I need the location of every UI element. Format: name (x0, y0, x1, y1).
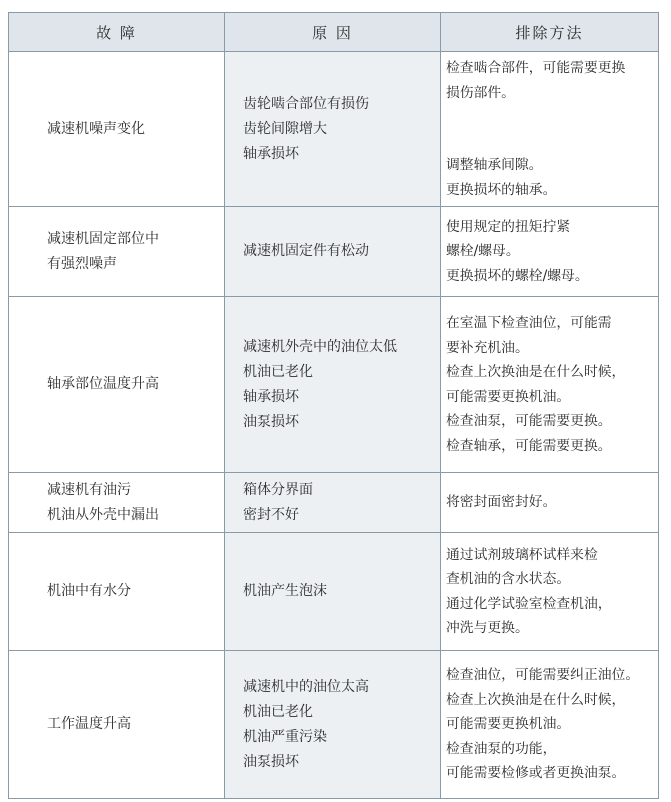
remedy-cell-lines (441, 211, 658, 293)
remedy-line: 损伤部件。 (446, 84, 515, 101)
fault-cell-lines (9, 575, 224, 608)
fault-cell (9, 52, 225, 207)
cause-line: 机油严重污染 (243, 728, 327, 745)
fault-line: 轴承部位温度升高 (47, 376, 159, 392)
fault-line: 工作温度升高 (47, 716, 131, 732)
cause-cell-lines (225, 88, 440, 171)
fault-line: 减速机有油污 (47, 481, 131, 498)
fault-cell-lines (9, 708, 224, 741)
remedy-line: 可能需要更换机油。 (446, 716, 571, 733)
remedy-line: 查机油的含水状态。 (446, 571, 571, 587)
remedy-cell (441, 533, 659, 651)
remedy-line: 使用规定的扭矩拧紧 (446, 218, 571, 235)
remedy-line: 可能需要更换机油。 (446, 388, 571, 405)
cause-cell (225, 52, 441, 207)
remedy-line: 调整轴承间隙。 (446, 157, 543, 173)
cause-line: 减速机中的油位太高 (243, 678, 369, 695)
cause-cell-lines (225, 575, 440, 608)
table-row (9, 297, 659, 473)
fault-line: 机油中有水分 (47, 583, 131, 599)
remedy-cell-lines (441, 539, 658, 645)
remedy-line: 冲洗与更换。 (446, 620, 529, 636)
cause-line: 机油已老化 (243, 363, 313, 380)
cause-line: 机油已老化 (243, 703, 313, 720)
cause-line: 油泵损坏 (243, 413, 299, 430)
fault-cell (9, 207, 225, 297)
cause-cell-lines (225, 671, 440, 779)
table-row (9, 651, 659, 799)
cause-line: 减速机外壳中的油位太低 (243, 338, 397, 355)
remedy-line: 检查上次换油是在什么时候， (446, 691, 626, 708)
remedy-line: 通过化学试验室检查机油， (446, 595, 612, 612)
fault-cell-lines (9, 113, 224, 146)
cause-cell (225, 651, 441, 799)
remedy-cell (441, 52, 659, 207)
cause-cell (225, 473, 441, 533)
cause-line: 轴承损坏 (243, 145, 299, 162)
table-row (9, 533, 659, 651)
fault-line: 机油从外壳中漏出 (47, 506, 159, 523)
remedy-line (446, 105, 654, 129)
header-fault: 故 障 (9, 13, 225, 52)
fault-cell (9, 297, 225, 473)
remedy-line (446, 129, 654, 153)
header-row (9, 13, 659, 52)
cause-cell-lines (225, 331, 440, 439)
cause-line: 箱体分界面 (243, 481, 313, 498)
remedy-cell (441, 651, 659, 799)
remedy-cell (441, 207, 659, 297)
cause-line: 轴承损坏 (243, 388, 299, 405)
remedy-line: 检查油泵的功能， (446, 740, 557, 757)
remedy-cell-lines (441, 52, 658, 206)
fault-cell-lines (9, 368, 224, 401)
remedy-cell-lines (441, 659, 658, 790)
header-cause: 原 因 (225, 13, 441, 52)
fault-cell-lines (9, 223, 224, 281)
cause-line: 机油产生泡沫 (243, 583, 327, 599)
table-body (9, 52, 659, 799)
cause-line: 密封不好 (243, 506, 299, 523)
remedy-line: 检查轴承，可能需要更换。 (446, 437, 612, 454)
remedy-cell-lines (441, 486, 658, 519)
cause-cell-lines (225, 474, 440, 532)
header-remedy: 排除方法 (441, 13, 659, 52)
fault-cell (9, 651, 225, 799)
remedy-line: 将密封面密封好。 (446, 494, 557, 511)
table-row (9, 52, 659, 207)
fault-cell (9, 533, 225, 651)
cause-cell (225, 533, 441, 651)
remedy-line: 检查啮合部件，可能需要更换 (446, 60, 626, 76)
fault-cell (9, 473, 225, 533)
table-row (9, 207, 659, 297)
cause-cell (225, 207, 441, 297)
remedy-line: 通过试剂玻璃杯试样来检 (446, 546, 598, 563)
remedy-line: 可能需要检修或者更换油泵。 (446, 765, 626, 782)
fault-cell-lines (9, 474, 224, 532)
fault-line: 减速机固定部位中 (47, 230, 159, 247)
remedy-line: 要补充机油。 (446, 339, 529, 356)
remedy-line: 检查上次换油是在什么时候， (446, 364, 626, 380)
remedy-line: 在室温下检查油位，可能需 (446, 315, 612, 331)
cause-cell-lines (225, 235, 440, 268)
remedy-line: 螺栓/螺母。 (446, 243, 520, 260)
cause-line: 减速机固定件有松动 (243, 243, 369, 259)
remedy-line: 更换损坏的螺栓/螺母。 (446, 267, 589, 284)
remedy-line: 更换损坏的轴承。 (446, 181, 557, 198)
cause-line: 齿轮间隙增大 (243, 120, 327, 137)
fault-line: 有强烈噪声 (47, 255, 117, 272)
cause-line: 油泵损坏 (243, 753, 299, 770)
fault-line: 减速机噪声变化 (47, 120, 145, 137)
remedy-cell (441, 473, 659, 533)
table-row (9, 473, 659, 533)
remedy-cell-lines (441, 307, 658, 462)
remedy-line: 检查油位，可能需要纠正油位。 (446, 667, 640, 684)
fault-table (8, 12, 659, 799)
remedy-cell (441, 297, 659, 473)
remedy-line: 检查油泵，可能需要更换。 (446, 413, 612, 429)
cause-cell (225, 297, 441, 473)
cause-line: 齿轮啮合部位有损伤 (243, 95, 369, 112)
